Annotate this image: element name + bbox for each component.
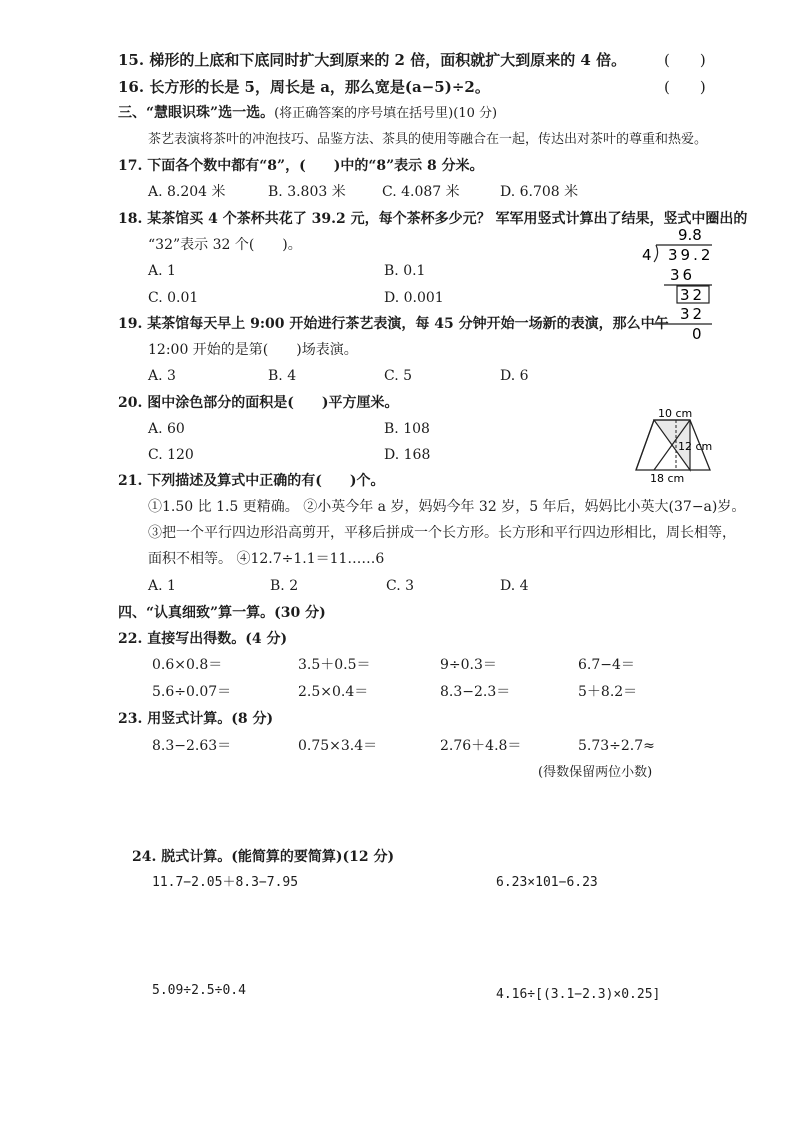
- section3-intro: 茶艺表演将茶叶的冲泡技巧、品鉴方法、茶具的使用等融合在一起，传达出对茶叶的尊重和热爱。: [148, 132, 708, 147]
- q23-item[interactable]: 0.75×3.4＝: [298, 738, 378, 754]
- q23-item[interactable]: 8.3−2.63＝: [152, 738, 232, 754]
- q18-option-b[interactable]: B. 0.1: [384, 263, 426, 279]
- division-step2: 32: [680, 305, 706, 323]
- division-remainder2: 0: [692, 325, 702, 342]
- q17-option-b[interactable]: B. 3.803 米: [268, 184, 346, 200]
- division-step1: 36: [670, 266, 696, 284]
- q19-option-c[interactable]: C. 5: [384, 368, 413, 384]
- section3-title: [118, 104, 497, 123]
- q15-text: 15. 梯形的上底和下底同时扩大到原来的 2 倍，面积就扩大到原来的 4 倍。: [118, 51, 627, 69]
- q16-answer-paren[interactable]: ( ): [664, 78, 706, 96]
- q17-option-a[interactable]: A. 8.204 米: [148, 184, 226, 200]
- q20-option-c[interactable]: C. 120: [148, 447, 194, 463]
- q23-item[interactable]: 5.73÷2.7≈: [578, 738, 655, 754]
- q17-option-d[interactable]: D. 6.708 米: [500, 184, 579, 200]
- q20-option-d[interactable]: D. 168: [384, 447, 431, 463]
- q19-option-a[interactable]: A. 3: [148, 368, 176, 384]
- trapezoid-left-side: [636, 420, 654, 470]
- q22-item[interactable]: 6.7−4＝: [578, 657, 635, 673]
- q24-item[interactable]: 5.09÷2.5÷0.4: [152, 983, 246, 998]
- q21-option-b[interactable]: B. 2: [270, 578, 299, 594]
- q21-option-c[interactable]: C. 3: [386, 578, 415, 594]
- q18-option-c[interactable]: C. 0.01: [148, 290, 199, 306]
- division-divisor: 4: [642, 246, 652, 264]
- q20-text: 20. 图中涂色部分的面积是( )平方厘米。: [118, 395, 399, 411]
- q22-item[interactable]: 2.5×0.4＝: [298, 684, 369, 700]
- q21-text: 21. 下列描述及算式中正确的有( )个。: [118, 473, 385, 489]
- division-bracket: [654, 245, 658, 262]
- q16-text: 16. 长方形的长是 5，周长是 a，那么宽是(a−5)÷2。: [118, 78, 490, 96]
- trapezoid-height-label: 12 cm: [678, 440, 713, 453]
- q22-item[interactable]: 5.6÷0.07＝: [152, 684, 232, 700]
- section3-title-text: 三、“慧眼识珠”选一选。: [118, 105, 275, 121]
- q20-option-a[interactable]: A. 60: [148, 421, 185, 437]
- q21-statement-3: ③把一个平行四边形沿高剪开，平移后拼成一个长方形。长方形和平行四边形相比，周长相等，: [148, 525, 736, 541]
- q17-option-c[interactable]: C. 4.087 米: [382, 184, 460, 200]
- q23-rounding-note: (得数保留两位小数): [538, 765, 653, 780]
- trapezoid-top-label: 10 cm: [658, 407, 693, 420]
- q24-item[interactable]: 6.23×101−6.23: [496, 875, 598, 890]
- q22-item[interactable]: 8.3−2.3＝: [440, 684, 511, 700]
- q19-line1: 19. 某茶馆每天早上 9:00 开始进行茶艺表演，每 45 分钟开始一场新的表演，那么中午: [118, 316, 669, 332]
- section4-title: 四、“认真细致”算一算。(30 分): [118, 605, 326, 621]
- q23-item[interactable]: 2.76＋4.8＝: [440, 738, 522, 754]
- q18-option-d[interactable]: D. 0.001: [384, 290, 444, 306]
- division-remainder1: 32: [680, 286, 706, 304]
- q15-answer-paren[interactable]: ( ): [664, 51, 706, 69]
- section3-note: (将正确答案的序号填在括号里)(10 分): [274, 106, 498, 121]
- trapezoid-bottom-label: 18 cm: [650, 472, 685, 484]
- q18-line2: “32”表示 32 个( )。: [148, 237, 302, 253]
- q22-title: 22. 直接写出得数。(4 分): [118, 631, 288, 647]
- q17-text: 17. 下面各个数中都有“8”，( )中的“8”表示 8 分米。: [118, 158, 484, 174]
- q22-item[interactable]: 5＋8.2＝: [578, 684, 638, 700]
- q22-item[interactable]: 9÷0.3＝: [440, 657, 497, 673]
- q18-option-a[interactable]: A. 1: [148, 263, 176, 279]
- q20-option-b[interactable]: B. 108: [384, 421, 430, 437]
- division-dividend: 39.2: [668, 246, 714, 264]
- q24-item[interactable]: 4.16÷[(3.1−2.3)×0.25]: [496, 987, 661, 1002]
- q18-line1: 18. 某茶馆买 4 个茶杯共花了 39.2 元，每个茶杯多少元？ 军军用竖式计算出了结果，竖式中圈出的: [118, 211, 748, 227]
- q22-item[interactable]: 0.6×0.8＝: [152, 657, 223, 673]
- q21-option-d[interactable]: D. 4: [500, 578, 529, 594]
- q19-line2: 12:00 开始的是第( )场表演。: [148, 342, 358, 358]
- q23-title: 23. 用竖式计算。(8 分): [118, 711, 274, 727]
- q21-statement-3-4: 面积不相等。 ④12.7÷1.1＝11……6: [148, 551, 385, 567]
- q24-item[interactable]: 11.7−2.05＋8.3−7.95: [152, 875, 299, 890]
- trapezoid-figure: [624, 406, 724, 484]
- q19-option-b[interactable]: B. 4: [268, 368, 297, 384]
- division-quotient: 9.8: [678, 226, 702, 244]
- q19-option-d[interactable]: D. 6: [500, 368, 529, 384]
- q21-option-a[interactable]: A. 1: [148, 578, 176, 594]
- q24-title: 24. 脱式计算。(能简算的要简算)(12 分): [132, 849, 395, 865]
- q21-statement-1-2: ①1.50 比 1.5 更精确。 ②小英今年 a 岁，妈妈今年 32 岁，5 年后，妈妈比小英大(37−a)岁。: [148, 499, 746, 515]
- q22-item[interactable]: 3.5＋0.5＝: [298, 657, 371, 673]
